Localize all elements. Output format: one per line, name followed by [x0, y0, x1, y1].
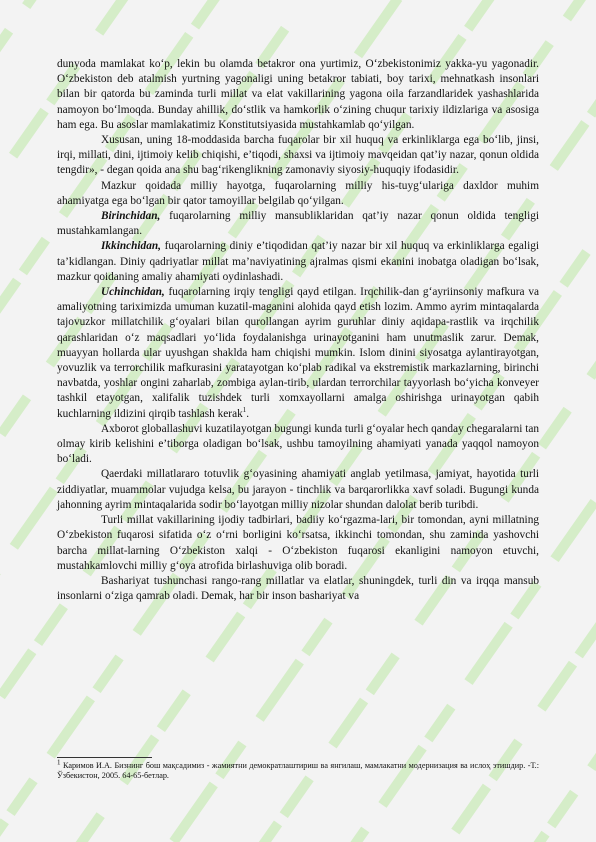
- paragraph-text: Qaerdaki millatlararo totuvlik g‘oyasining ahamiyati anglab yetilmasa, jamiyat, hayotida turli ziddiyatlar, muammolar vujudga kelsa, bu jarayon - tinchlik va barqarorlikka xavf soladi. Bugungi kunda jahonning ayrim mintaqalarida sodir bo‘layotgan milliy nizolar shundan dalolat berib turibdi.: [57, 468, 539, 511]
- footnote-ref: 1: [242, 405, 247, 414]
- paragraph-text: Xususan, uning 18-moddasida barcha fuqarolar bir xil huquq va erkinliklarga ega bo‘lib, jinsi, irqi, millati, dini, ijtimoiy kelib chiqishi, e’tiqodi, shaxsi va ijtimoiy mavqeidan qat’iy nazar, qonun oldida tengdir», - degan qoida ana shu bag‘rikenglikning zamonaviy siyosiy-huquqiy ifodasidir.: [57, 134, 539, 177]
- paragraph: [57, 513, 539, 574]
- paragraph: [57, 285, 539, 422]
- paragraph: [57, 467, 539, 513]
- paragraph-text: Mazkur qoidada milliy hayotga, fuqarolarning milliy his-tuyg‘ulariga daxldor muhim ahamiyatga ega bo‘lgan bir qator tamoyillar belgilab qo‘yilgan.: [57, 179, 539, 207]
- paragraph-text: Axborot globallashuvi kuzatilayotgan bugungi kunda turli g‘oyalar hech qanday chegaralarni tan olmay kirib kelishini e’tiborga oladigan bo‘lsak, ushbu tamoyilning ahamiyati yanada yaqqol namoyon bo‘ladi.: [57, 422, 539, 466]
- footnote-text: Каримов И.А. Бизнинг бош мақсадимиз - жамиятни демократлаштириш ва янгилаш, мамлакатни модернизация ва ислоҳ этишдир. -Т.: Ўзбекистон, 2005. 64-65-бетлар.: [57, 761, 539, 781]
- paragraph: [57, 209, 539, 239]
- paragraph: [57, 239, 539, 285]
- paragraph-text: Turli millat vakillarining ijodiy tadbirlari, badiiy ko‘rgazma-lari, bir tomondan, ayni millatning O‘zbekiston fuqarosi sifatida o‘z o‘rni borligini ko‘rsatsa, ikkinchi tomondan, shu zaminda yashovchi barcha millat-larning O‘zbekiston xalqi - O‘zbekiston fuqarosi ekanligini namoyon etuvchi, mustahkamlovchi milliy g‘oya atrofida birlashuviga olib boradi.: [57, 514, 539, 572]
- paragraph-text: fuqarolarning irqiy tengligi qayd etilgan. Irqchilik-dan g‘ayriinsoniy mafkura va amaliyotning tariximizda umuman kuzatil-maganini alohida qayd etish lozim. Ammo ayrim mintaqalarda tajovuzkor millatchilik g‘oyalari bilan qurollangan ayrim guruhlar diniy aqidapa-rastlik va irqchilik qarashlaridan o‘z maqsadlari yo‘lida foydalanishga urinayotganini ham unutmaslik zarur. Demak, muayyan hollarda ular uyushgan shaklda ham chiqishi mumkin. Islom dinini siyosatga aylantirayotgan, yovuzlik va terrorchilik mafkurasini yaratayotgan ko‘plab radikal va ekstremistik markazlarning, birinchi navbatda, yoshlar ongini zaharlab, zombiga aylan-tirib, ulardan terrorchilar tayyorlash bo‘yicha konveyer tashkil etayotgan, xalifalik tuzishdek turli xomxayollarni amalga oshirishga urinayotgan qabih kuchlarning ildizini qirqib tashlash kerak: [57, 286, 539, 420]
- paragraph: [57, 422, 539, 468]
- paragraph-text: fuqarolarning diniy e’tiqodidan qat’iy nazar bir xil huquq va erkinliklarga egaligi ta’kidlangan. Diniy qadriyatlar millat ma’naviyatining ajralmas qismi ekanini inobatga oladigan bo‘lsak, mazkur qoidaning amaliy ahamiyati oydinlashadi.: [57, 240, 539, 283]
- paragraph-text: dunyoda mamlakat ko‘p, lekin bu olamda betakror ona yurtimiz, O‘zbekistonimiz yakka-yu yagonadir. O‘zbekiston deb atalmish yurtning yagonaligi uning betakror tabiati, boy tarixi, mehnatkash insonlari bilan bir qatorda bu zaminda turli millat va elat vakillarining yagona oila farzandlaridek yashashlarida namoyon bo‘lmoqda. Bunday ahillik, do‘stlik va hamkorlik o‘zining chuqur tarixiy ildizlariga va asosiga ham ega. Bu asoslar mamlakatimiz Konstitutsiyasida mustahkamlab qo‘yilgan.: [57, 58, 539, 131]
- paragraph-lead: Birinchidan,: [101, 210, 161, 223]
- footnote-marker: 1: [57, 758, 61, 767]
- paragraph-text: fuqarolarning milliy mansubliklaridan qat’iy nazar qonun oldida tengligi mustahkamlangan.: [57, 210, 539, 238]
- footnote: [57, 758, 539, 782]
- document-body: [57, 57, 539, 604]
- paragraph: [57, 179, 539, 209]
- paragraph-lead: Ikkinchidan,: [101, 240, 161, 253]
- paragraph-tail: .: [246, 407, 250, 420]
- paragraph: [57, 57, 539, 133]
- footnote-separator: [57, 757, 152, 758]
- paragraph-text: Bashariyat tushunchasi rango-rang millatlar va elatlar, shuningdek, turli din va irqqa mansub insonlarni o‘ziga qamrab oladi. Demak, har bir inson bashariyat va: [57, 574, 539, 603]
- paragraph: [57, 574, 539, 604]
- paragraph-lead: Uchinchidan,: [101, 286, 165, 299]
- paragraph: [57, 133, 539, 179]
